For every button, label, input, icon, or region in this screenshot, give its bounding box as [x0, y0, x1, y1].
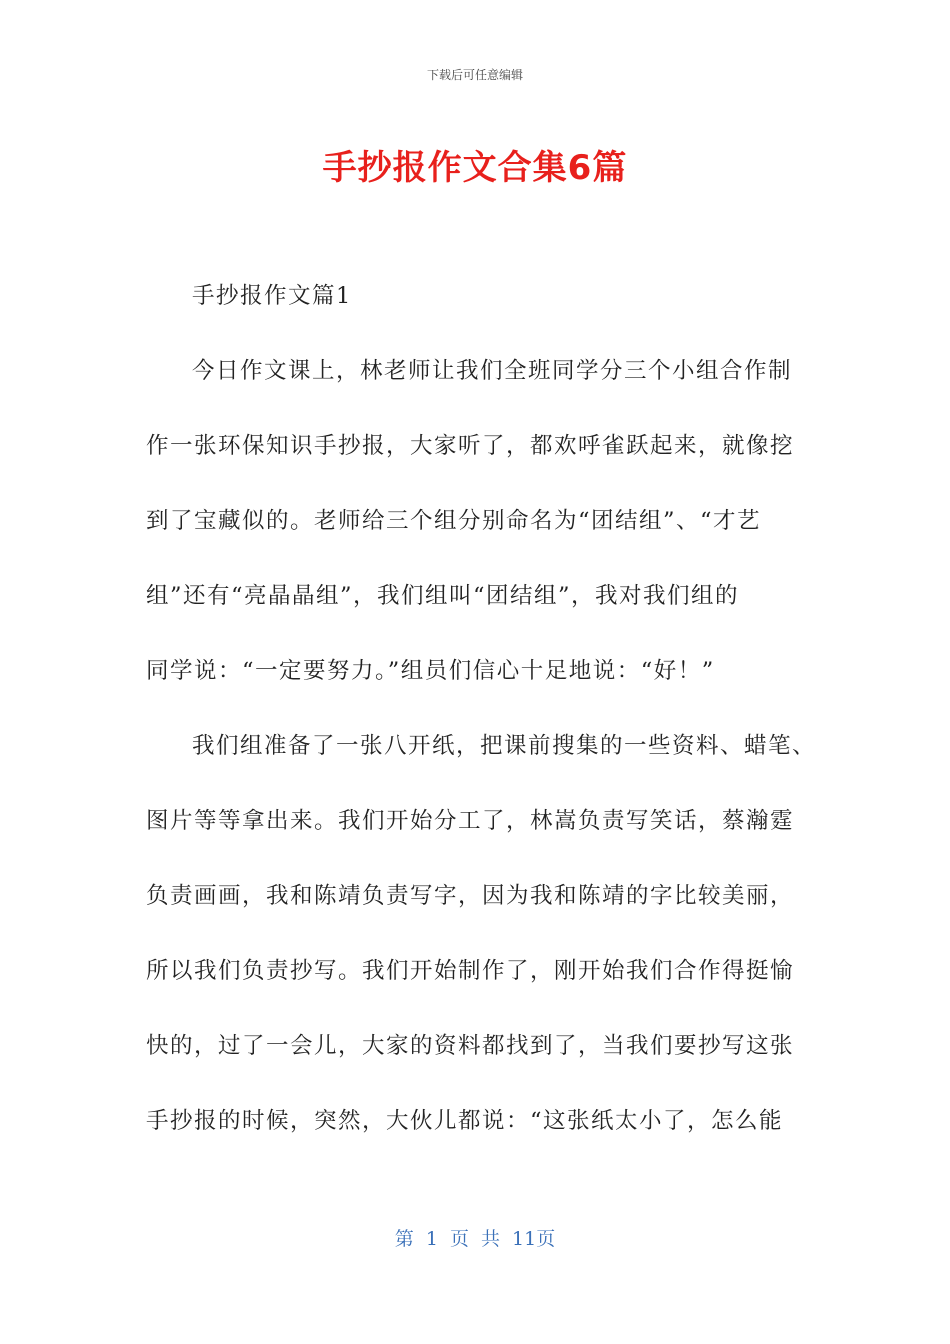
paragraph-line: 负责画画，我和陈靖负责写字，因为我和陈靖的字比较美丽， [146, 883, 795, 909]
paragraph-line: 快的，过了一会儿，大家的资料都找到了，当我们要抄写这张 [146, 1033, 795, 1059]
paragraph-line: 所以我们负责抄写。我们开始制作了，刚开始我们合作得挺愉 [146, 958, 795, 984]
paragraph-line: 今日作文课上，林老师让我们全班同学分三个小组合作制 [192, 358, 793, 384]
paragraph-line: 组”还有“亮晶晶组”，我们组叫“团结组”，我对我们组的 [146, 583, 740, 609]
document-body [146, 268, 817, 1168]
document-title: 手抄报作文合集6篇 [322, 148, 628, 188]
paragraph-line: 手抄报的时候，突然，大伙儿都说：“这张纸太小了，怎么能 [146, 1108, 784, 1134]
paragraph-line: 到了宝藏似的。老师给三个组分别命名为“团结组”、“才艺 [146, 508, 762, 534]
page-indicator: 第 1 页 共 11页 [394, 1228, 556, 1250]
paragraph-line: 我们组准备了一张八开纸，把课前搜集的一些资料、蜡笔、 [192, 733, 817, 759]
header-note: 下载后可任意编辑 [426, 68, 523, 82]
section-heading: 手抄报作文篇1 [192, 283, 352, 309]
paragraph-line: 同学说：“一定要努力。”组员们信心十足地说：“好！” [146, 658, 715, 684]
paragraph-line: 图片等等拿出来。我们开始分工了，林嵩负责写笑话，蔡瀚霆 [146, 808, 795, 834]
paragraph-line: 作一张环保知识手抄报，大家听了，都欢呼雀跃起来，就像挖 [146, 433, 795, 459]
